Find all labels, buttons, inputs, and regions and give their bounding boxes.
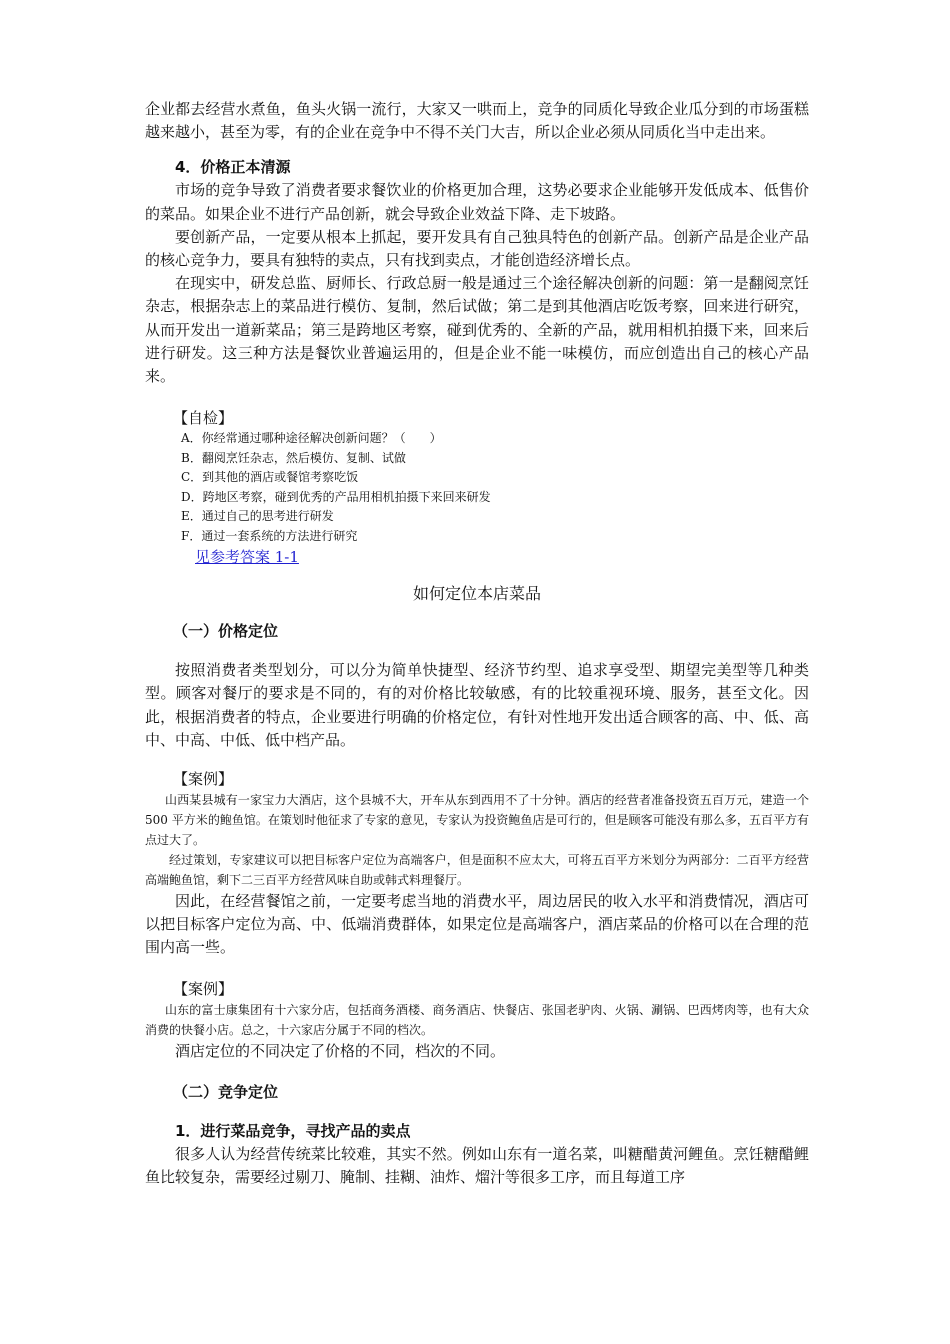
case2-text: 山东的富士康集团有十六家分店，包括商务酒楼、商务酒店、快餐店、张国老驴肉、火锅、涮锅、巴西烤肉等，也有大众消费的快餐小店。总之，十六家店分属于不同的档次。 [145,1002,809,1037]
document-page [145,98,809,1189]
case1-line-1: 山西某县城有一家宝力大酒店，这个县城不大，开车从东到西用不了十分钟。酒店的经营者准备投资五百万元，建造一个 500 平方米的鲍鱼馆。在策划时他征求了专家的意见，专家认为投资鲍鱼店是可行的，但是顾客可能没有那么多，五百平方有点过大了。 [145,793,809,848]
quiz-item-f: F．通过一套系统的方法进行研究 [181,528,358,543]
case1-conclusion: 因此，在经营餐馆之前，一定要考虑当地的消费水平，周边居民的收入水平和消费情况，酒店可以把目标客户定位为高、中、低端消费群体，如果定位是高端客户，酒店菜品的价格可以在合理的范围内高一些。 [145,892,809,957]
main-title: 如何定位本店菜品 [412,584,541,604]
case1-line-2: 经过策划，专家建议可以把目标客户定位为高端客户，但是面积不应太大，可将五百平方米划分为两部分：二百平方经营高端鲍鱼馆，剩下二三百平方经营风味自助或韩式料理餐厅。 [145,853,809,888]
part2-subheading: 1．进行菜品竞争，寻找产品的卖点 [175,1121,411,1140]
case1-title: 【案例】 [173,770,234,789]
quiz-item-e: E．通过自己的思考进行研发 [181,509,334,524]
self-check-block [145,407,809,569]
answer-reference-link[interactable]: 见参考答案 1-1 [195,548,299,567]
section4-paragraph-3: 在现实中，研发总监、厨师长、行政总厨一般是通过三个途径解决创新的问题：第一是翻阅烹饪杂志，根据杂志上的菜品进行模仿、复制，然后试做；第二是到其他酒店吃饭考察，回来进行研究，从而开发出一道新菜品；第三是跨地区考察，碰到优秀的、全新的产品，就用相机拍摄下来，回来后进行研发。这三种方法是餐饮业普遍运用的，但是企业不能一味模仿，而应创造出自己的核心产品来。 [145,274,809,386]
quiz-item-a: A．你经常通过哪种途径解决创新问题？（ ） [181,431,442,446]
case2-conclusion: 酒店定位的不同决定了价格的不同，档次的不同。 [175,1041,506,1060]
intro-paragraph: 企业都去经营水煮鱼，鱼头火锅一流行，大家又一哄而上，竞争的同质化导致企业瓜分到的市场蛋糕越来越小，甚至为零，有的企业在竞争中不得不关门大吉，所以企业必须从同质化当中走出来。 [145,100,809,142]
section4-paragraph-1: 市场的竞争导致了消费者要求餐饮业的价格更加合理，这势必要求企业能够开发低成本、低售价的菜品。如果企业不进行产品创新，就会导致企业效益下降、走下坡路。 [145,181,809,223]
section4-heading: 4．价格正本清源 [175,158,291,177]
quiz-item-b: B．翻阅烹饪杂志，然后模仿、复制、试做 [181,450,406,465]
self-check-title: 【自检】 [173,409,234,428]
quiz-item-c: C．到其他的酒店或餐馆考察吃饭 [181,470,359,485]
part1-paragraph: 按照消费者类型划分，可以分为简单快捷型、经济节约型、追求享受型、期望完美型等几种类型。顾客对餐厅的要求是不同的，有的对价格比较敏感，有的比较重视环境、服务，甚至文化。因此，根据消费者的特点，企业要进行明确的价格定位，有针对性地开发出适合顾客的高、中、低、高中、中高、中低、低中档产品。 [145,661,809,749]
part2-heading: （二）竞争定位 [173,1082,279,1101]
quiz-item-d: D．跨地区考察，碰到优秀的产品用相机拍摄下来回来研发 [181,489,491,504]
case2-title: 【案例】 [173,979,234,998]
section4-paragraph-2: 要创新产品，一定要从根本上抓起，要开发具有自己独具特色的创新产品。创新产品是企业产品的核心竞争力，要具有独特的卖点，只有找到卖点，才能创造经济增长点。 [145,227,809,270]
part1-heading: （一）价格定位 [173,622,279,641]
part2-paragraph: 很多人认为经营传统菜比较难，其实不然。例如山东有一道名菜，叫糖醋黄河鲤鱼。烹饪糖醋鲤鱼比较复杂，需要经过剔刀、腌制、挂糊、油炸、熘汁等很多工序，而且每道工序 [145,1144,809,1187]
